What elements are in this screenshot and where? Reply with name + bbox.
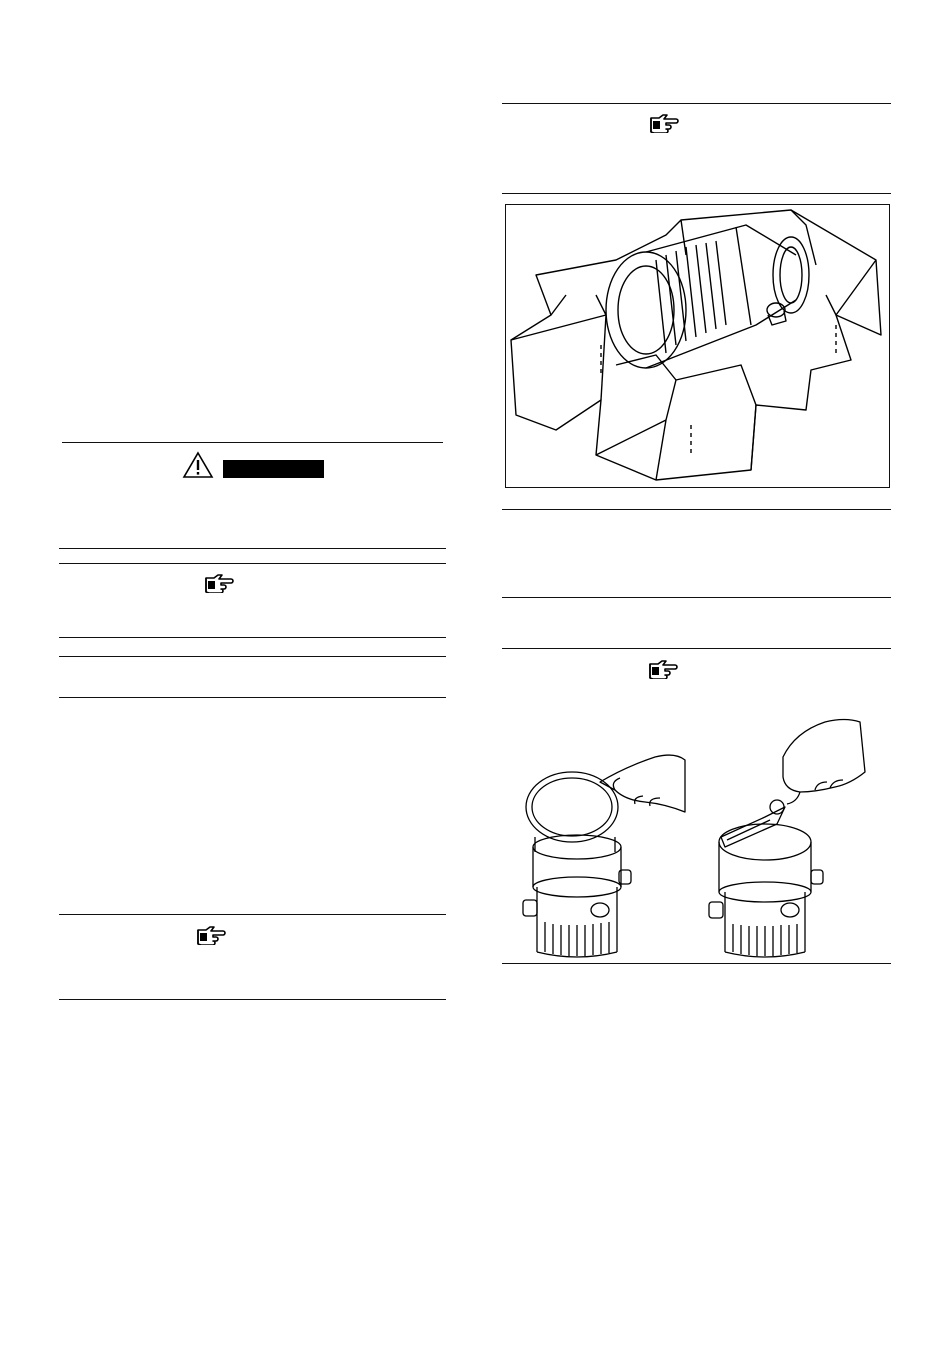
divider [59,563,446,564]
divider [59,697,446,698]
pointing-hand-icon [204,573,234,593]
divider [59,656,446,657]
pointing-hand-icon [649,113,679,133]
pointing-hand-icon [648,659,678,679]
danger-label [223,460,324,478]
pointing-hand-icon [196,925,226,945]
divider [502,103,891,104]
warning-triangle-icon [182,451,214,479]
divider [59,999,446,1000]
divider [502,597,891,598]
remove-cover-illustration [515,712,885,962]
divider [59,914,446,915]
divider [502,963,891,964]
divider [502,193,891,194]
divider [62,442,443,443]
divider [59,637,446,638]
divider [59,548,446,549]
divider [502,509,891,510]
pump-in-foam-illustration [506,205,889,487]
divider [502,648,891,649]
pump-packaging-figure [505,204,890,488]
